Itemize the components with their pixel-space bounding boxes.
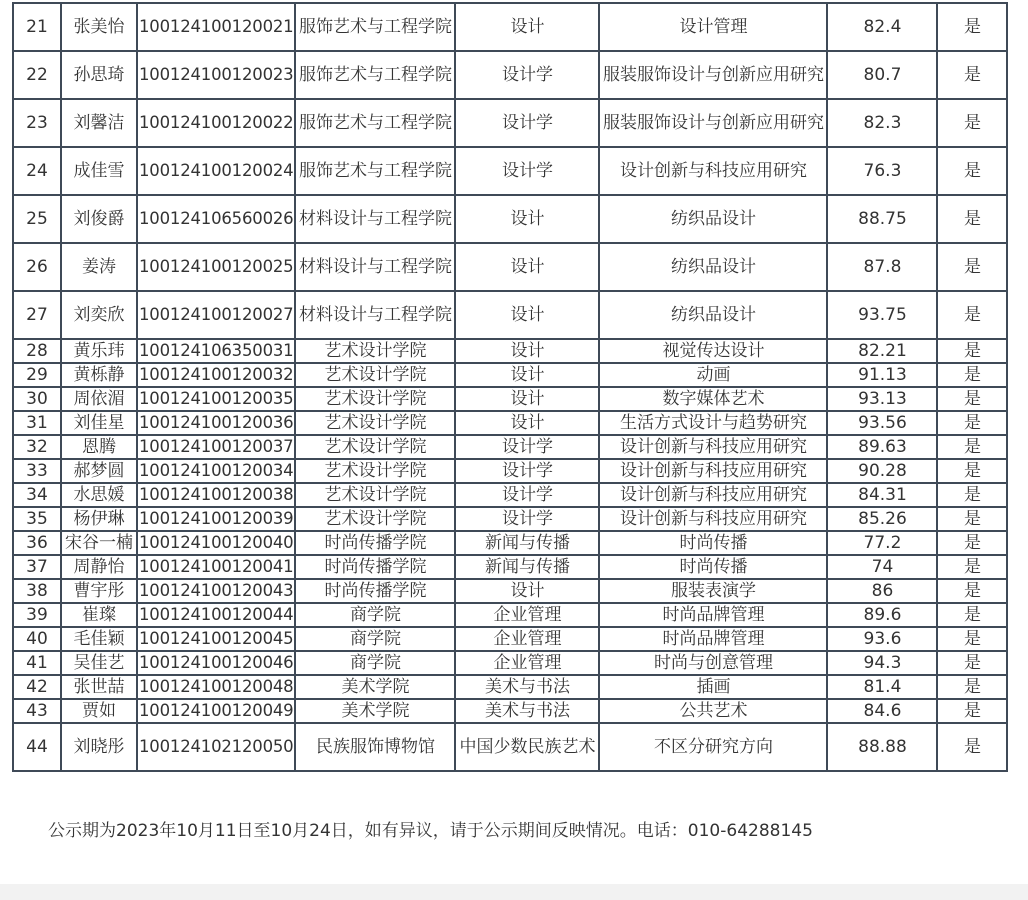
table-row: [13, 723, 1007, 771]
cell-name: 刘俊爵: [61, 195, 137, 243]
table-row: [13, 531, 1007, 555]
cell-research-direction: 设计创新与科技应用研究: [599, 459, 827, 483]
cell-admitted: 是: [937, 579, 1007, 603]
cell-index: 25: [13, 195, 61, 243]
cell-index: 21: [13, 3, 61, 51]
table-row: [13, 627, 1007, 651]
cell-name: 孙思琦: [61, 51, 137, 99]
table-row: [13, 147, 1007, 195]
cell-candidate-id: 100124100120021: [137, 3, 295, 51]
cell-research-direction: 插画: [599, 675, 827, 699]
table-row: [13, 51, 1007, 99]
cell-college: 美术学院: [295, 699, 455, 723]
cell-index: 34: [13, 483, 61, 507]
cell-score: 88.75: [827, 195, 937, 243]
cell-college: 美术学院: [295, 675, 455, 699]
cell-research-direction: 设计创新与科技应用研究: [599, 435, 827, 459]
cell-score: 90.28: [827, 459, 937, 483]
cell-index: 30: [13, 387, 61, 411]
cell-major: 企业管理: [455, 651, 599, 675]
cell-admitted: 是: [937, 435, 1007, 459]
cell-score: 77.2: [827, 531, 937, 555]
cell-score: 93.6: [827, 627, 937, 651]
cell-index: 42: [13, 675, 61, 699]
cell-candidate-id: 100124100120022: [137, 99, 295, 147]
cell-research-direction: 服装服饰设计与创新应用研究: [599, 99, 827, 147]
cell-name: 崔璨: [61, 603, 137, 627]
cell-college: 艺术设计学院: [295, 387, 455, 411]
cell-candidate-id: 100124100120038: [137, 483, 295, 507]
cell-admitted: 是: [937, 363, 1007, 387]
cell-score: 76.3: [827, 147, 937, 195]
cell-admitted: 是: [937, 555, 1007, 579]
cell-college: 材料设计与工程学院: [295, 243, 455, 291]
cell-research-direction: 服装服饰设计与创新应用研究: [599, 51, 827, 99]
admission-list-table: [12, 2, 1008, 772]
cell-admitted: 是: [937, 459, 1007, 483]
table-row: [13, 195, 1007, 243]
cell-name: 杨伊琳: [61, 507, 137, 531]
cell-research-direction: 设计管理: [599, 3, 827, 51]
cell-score: 84.31: [827, 483, 937, 507]
cell-research-direction: 设计创新与科技应用研究: [599, 147, 827, 195]
cell-score: 87.8: [827, 243, 937, 291]
cell-research-direction: 时尚品牌管理: [599, 603, 827, 627]
cell-name: 刘佳星: [61, 411, 137, 435]
cell-admitted: 是: [937, 651, 1007, 675]
table-row: [13, 459, 1007, 483]
table-row: [13, 387, 1007, 411]
cell-candidate-id: 100124100120035: [137, 387, 295, 411]
cell-college: 艺术设计学院: [295, 507, 455, 531]
cell-major: 设计: [455, 243, 599, 291]
cell-score: 82.3: [827, 99, 937, 147]
cell-score: 88.88: [827, 723, 937, 771]
cell-name: 周静怡: [61, 555, 137, 579]
cell-index: 24: [13, 147, 61, 195]
table-row: [13, 3, 1007, 51]
cell-college: 艺术设计学院: [295, 483, 455, 507]
cell-name: 姜涛: [61, 243, 137, 291]
cell-index: 23: [13, 99, 61, 147]
cell-index: 44: [13, 723, 61, 771]
cell-candidate-id: 100124100120048: [137, 675, 295, 699]
cell-index: 40: [13, 627, 61, 651]
cell-admitted: 是: [937, 411, 1007, 435]
cell-research-direction: 数字媒体艺术: [599, 387, 827, 411]
cell-college: 商学院: [295, 603, 455, 627]
table-row: [13, 483, 1007, 507]
cell-candidate-id: 100124106350031: [137, 339, 295, 363]
cell-candidate-id: 100124100120024: [137, 147, 295, 195]
cell-candidate-id: 100124106560026: [137, 195, 295, 243]
table-row: [13, 507, 1007, 531]
notice-text: 公示期为2023年10月11日至10月24日，如有异议，请于公示期间反映情况。电话：010-64288145: [48, 821, 813, 841]
cell-index: 35: [13, 507, 61, 531]
cell-index: 37: [13, 555, 61, 579]
admission-table-container: [12, 2, 1008, 772]
cell-candidate-id: 100124100120036: [137, 411, 295, 435]
cell-major: 设计: [455, 291, 599, 339]
cell-name: 黄乐玮: [61, 339, 137, 363]
cell-name: 宋谷一楠: [61, 531, 137, 555]
cell-candidate-id: 100124100120037: [137, 435, 295, 459]
cell-admitted: 是: [937, 387, 1007, 411]
cell-college: 服饰艺术与工程学院: [295, 3, 455, 51]
table-row: [13, 579, 1007, 603]
cell-index: 32: [13, 435, 61, 459]
cell-college: 时尚传播学院: [295, 579, 455, 603]
cell-major: 企业管理: [455, 627, 599, 651]
cell-name: 曹宇彤: [61, 579, 137, 603]
cell-name: 刘晓彤: [61, 723, 137, 771]
cell-index: 33: [13, 459, 61, 483]
cell-research-direction: 纺织品设计: [599, 243, 827, 291]
cell-index: 41: [13, 651, 61, 675]
cell-score: 86: [827, 579, 937, 603]
cell-college: 商学院: [295, 651, 455, 675]
cell-candidate-id: 100124100120032: [137, 363, 295, 387]
cell-index: 36: [13, 531, 61, 555]
cell-admitted: 是: [937, 339, 1007, 363]
cell-research-direction: 时尚与创意管理: [599, 651, 827, 675]
cell-name: 毛佳颖: [61, 627, 137, 651]
cell-major: 美术与书法: [455, 699, 599, 723]
cell-score: 81.4: [827, 675, 937, 699]
cell-major: 设计学: [455, 483, 599, 507]
cell-college: 民族服饰博物馆: [295, 723, 455, 771]
cell-candidate-id: 100124100120043: [137, 579, 295, 603]
cell-index: 29: [13, 363, 61, 387]
cell-index: 22: [13, 51, 61, 99]
cell-major: 设计: [455, 3, 599, 51]
cell-candidate-id: 100124100120046: [137, 651, 295, 675]
cell-college: 时尚传播学院: [295, 555, 455, 579]
table-row: [13, 435, 1007, 459]
cell-candidate-id: 100124100120039: [137, 507, 295, 531]
cell-admitted: 是: [937, 675, 1007, 699]
table-row: [13, 243, 1007, 291]
table-row: [13, 411, 1007, 435]
cell-admitted: 是: [937, 195, 1007, 243]
cell-index: 28: [13, 339, 61, 363]
cell-candidate-id: 100124100120025: [137, 243, 295, 291]
cell-major: 设计学: [455, 99, 599, 147]
cell-name: 刘奕欣: [61, 291, 137, 339]
cell-name: 成佳雪: [61, 147, 137, 195]
cell-college: 时尚传播学院: [295, 531, 455, 555]
cell-admitted: 是: [937, 699, 1007, 723]
cell-admitted: 是: [937, 507, 1007, 531]
cell-index: 31: [13, 411, 61, 435]
cell-college: 材料设计与工程学院: [295, 195, 455, 243]
cell-major: 设计: [455, 339, 599, 363]
cell-score: 94.3: [827, 651, 937, 675]
cell-admitted: 是: [937, 603, 1007, 627]
cell-score: 91.13: [827, 363, 937, 387]
table-row: [13, 291, 1007, 339]
cell-score: 82.4: [827, 3, 937, 51]
cell-admitted: 是: [937, 243, 1007, 291]
table-row: [13, 603, 1007, 627]
table-row: [13, 675, 1007, 699]
table-row: [13, 555, 1007, 579]
cell-research-direction: 时尚传播: [599, 555, 827, 579]
cell-major: 设计学: [455, 51, 599, 99]
cell-name: 张世喆: [61, 675, 137, 699]
table-body: [13, 3, 1007, 771]
cell-major: 设计学: [455, 435, 599, 459]
cell-college: 服饰艺术与工程学院: [295, 99, 455, 147]
cell-college: 服饰艺术与工程学院: [295, 51, 455, 99]
cell-score: 93.56: [827, 411, 937, 435]
cell-research-direction: 视觉传达设计: [599, 339, 827, 363]
cell-admitted: 是: [937, 147, 1007, 195]
cell-score: 82.21: [827, 339, 937, 363]
cell-major: 设计: [455, 411, 599, 435]
cell-research-direction: 动画: [599, 363, 827, 387]
table-row: [13, 699, 1007, 723]
cell-admitted: 是: [937, 627, 1007, 651]
cell-major: 美术与书法: [455, 675, 599, 699]
cell-major: 企业管理: [455, 603, 599, 627]
cell-score: 89.63: [827, 435, 937, 459]
cell-research-direction: 公共艺术: [599, 699, 827, 723]
table-row: [13, 651, 1007, 675]
cell-name: 周依湄: [61, 387, 137, 411]
cell-major: 新闻与传播: [455, 531, 599, 555]
cell-candidate-id: 100124100120027: [137, 291, 295, 339]
cell-name: 刘馨洁: [61, 99, 137, 147]
cell-major: 设计: [455, 363, 599, 387]
cell-index: 27: [13, 291, 61, 339]
cell-candidate-id: 100124102120050: [137, 723, 295, 771]
cell-research-direction: 生活方式设计与趋势研究: [599, 411, 827, 435]
page-bottom-bar: [0, 884, 1028, 900]
cell-index: 38: [13, 579, 61, 603]
table-row: [13, 363, 1007, 387]
cell-candidate-id: 100124100120040: [137, 531, 295, 555]
cell-candidate-id: 100124100120044: [137, 603, 295, 627]
cell-candidate-id: 100124100120023: [137, 51, 295, 99]
cell-score: 85.26: [827, 507, 937, 531]
cell-college: 商学院: [295, 627, 455, 651]
cell-name: 张美怡: [61, 3, 137, 51]
cell-college: 艺术设计学院: [295, 339, 455, 363]
cell-research-direction: 纺织品设计: [599, 291, 827, 339]
cell-college: 艺术设计学院: [295, 435, 455, 459]
cell-name: 水思媛: [61, 483, 137, 507]
cell-major: 设计: [455, 579, 599, 603]
cell-score: 93.13: [827, 387, 937, 411]
cell-admitted: 是: [937, 531, 1007, 555]
cell-research-direction: 时尚传播: [599, 531, 827, 555]
cell-college: 材料设计与工程学院: [295, 291, 455, 339]
cell-name: 郝梦圆: [61, 459, 137, 483]
cell-score: 80.7: [827, 51, 937, 99]
cell-candidate-id: 100124100120034: [137, 459, 295, 483]
cell-admitted: 是: [937, 483, 1007, 507]
cell-college: 艺术设计学院: [295, 363, 455, 387]
cell-major: 设计: [455, 387, 599, 411]
cell-research-direction: 设计创新与科技应用研究: [599, 483, 827, 507]
cell-score: 89.6: [827, 603, 937, 627]
cell-major: 设计学: [455, 507, 599, 531]
cell-research-direction: 时尚品牌管理: [599, 627, 827, 651]
cell-major: 设计: [455, 195, 599, 243]
cell-name: 恩腾: [61, 435, 137, 459]
cell-research-direction: 不区分研究方向: [599, 723, 827, 771]
cell-college: 艺术设计学院: [295, 459, 455, 483]
cell-admitted: 是: [937, 99, 1007, 147]
cell-admitted: 是: [937, 3, 1007, 51]
cell-college: 服饰艺术与工程学院: [295, 147, 455, 195]
cell-major: 设计学: [455, 459, 599, 483]
table-row: [13, 99, 1007, 147]
cell-index: 43: [13, 699, 61, 723]
cell-score: 84.6: [827, 699, 937, 723]
cell-name: 贾如: [61, 699, 137, 723]
cell-name: 吴佳艺: [61, 651, 137, 675]
cell-index: 39: [13, 603, 61, 627]
cell-score: 93.75: [827, 291, 937, 339]
cell-major: 中国少数民族艺术: [455, 723, 599, 771]
cell-candidate-id: 100124100120041: [137, 555, 295, 579]
cell-index: 26: [13, 243, 61, 291]
table-row: [13, 339, 1007, 363]
cell-admitted: 是: [937, 291, 1007, 339]
cell-name: 黄栎静: [61, 363, 137, 387]
cell-research-direction: 服装表演学: [599, 579, 827, 603]
cell-major: 设计学: [455, 147, 599, 195]
cell-research-direction: 设计创新与科技应用研究: [599, 507, 827, 531]
cell-score: 74: [827, 555, 937, 579]
cell-research-direction: 纺织品设计: [599, 195, 827, 243]
cell-college: 艺术设计学院: [295, 411, 455, 435]
cell-candidate-id: 100124100120049: [137, 699, 295, 723]
cell-admitted: 是: [937, 51, 1007, 99]
cell-major: 新闻与传播: [455, 555, 599, 579]
cell-admitted: 是: [937, 723, 1007, 771]
cell-candidate-id: 100124100120045: [137, 627, 295, 651]
